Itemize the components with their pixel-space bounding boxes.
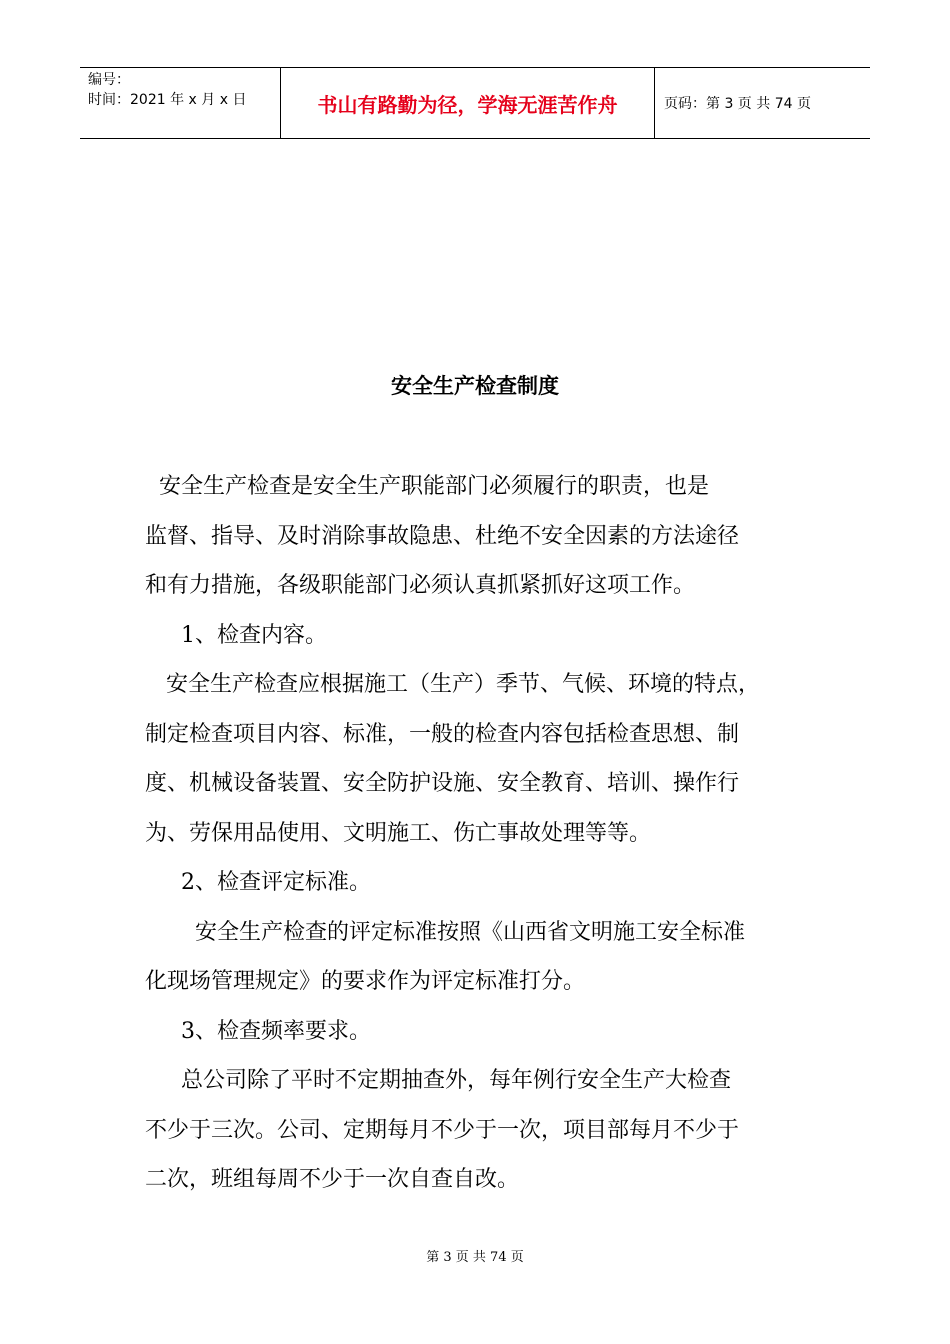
document-body: [145, 462, 815, 1205]
body-line: 监督、指导、及时消除事故隐患、杜绝不安全因素的方法途径: [145, 523, 740, 549]
section-heading: 2、检查评定标准。: [167, 870, 371, 895]
body-line: 总公司除了平时不定期抽查外，每年例行安全生产大检查: [167, 1068, 731, 1093]
body-line: 二次，班组每周不少于一次自查自改。: [145, 1167, 520, 1192]
body-line: 和有力措施，各级职能部门必须认真抓紧抓好这项工作。: [145, 573, 696, 598]
body-line: 度、机械设备装置、安全防护设施、安全教育、培训、操作行: [145, 771, 740, 796]
body-line: 制定检查项目内容、标准，一般的检查内容包括检查思想、制: [145, 721, 740, 747]
body-line: 安全生产检查的评定标准按照《山西省文明施工安全标准: [181, 919, 745, 945]
body-line: 安全生产检查是安全生产职能部门必须履行的职责，也是: [145, 474, 709, 499]
page-footer: 第 3 页 共 74 页: [426, 1250, 524, 1265]
document-number-label: 编号：: [88, 72, 130, 88]
body-line: 化现场管理规定》的要求作为评定标准打分。: [145, 969, 586, 994]
header-table: [80, 67, 870, 139]
header-motto: 书山有路勤为径，学海无涯苦作舟: [281, 68, 655, 138]
body-line: 不少于三次。公司、定期每月不少于一次，项目部每月不少于: [145, 1117, 740, 1143]
header-page-label: 页码：第 3 页 共 74 页: [664, 96, 811, 112]
header-info-cell: [80, 68, 281, 138]
section-heading: 1、检查内容。: [167, 622, 327, 648]
document-time-label: 时间：2021 年 x 月 x 日: [88, 92, 247, 108]
body-line: 安全生产检查应根据施工（生产）季节、气候、环境的特点，: [159, 672, 760, 697]
body-line: 为、劳保用品使用、文明施工、伤亡事故处理等等。: [145, 820, 652, 846]
document-title: 安全生产检查制度: [391, 374, 559, 398]
section-heading: 3、检查频率要求。: [167, 1018, 371, 1044]
